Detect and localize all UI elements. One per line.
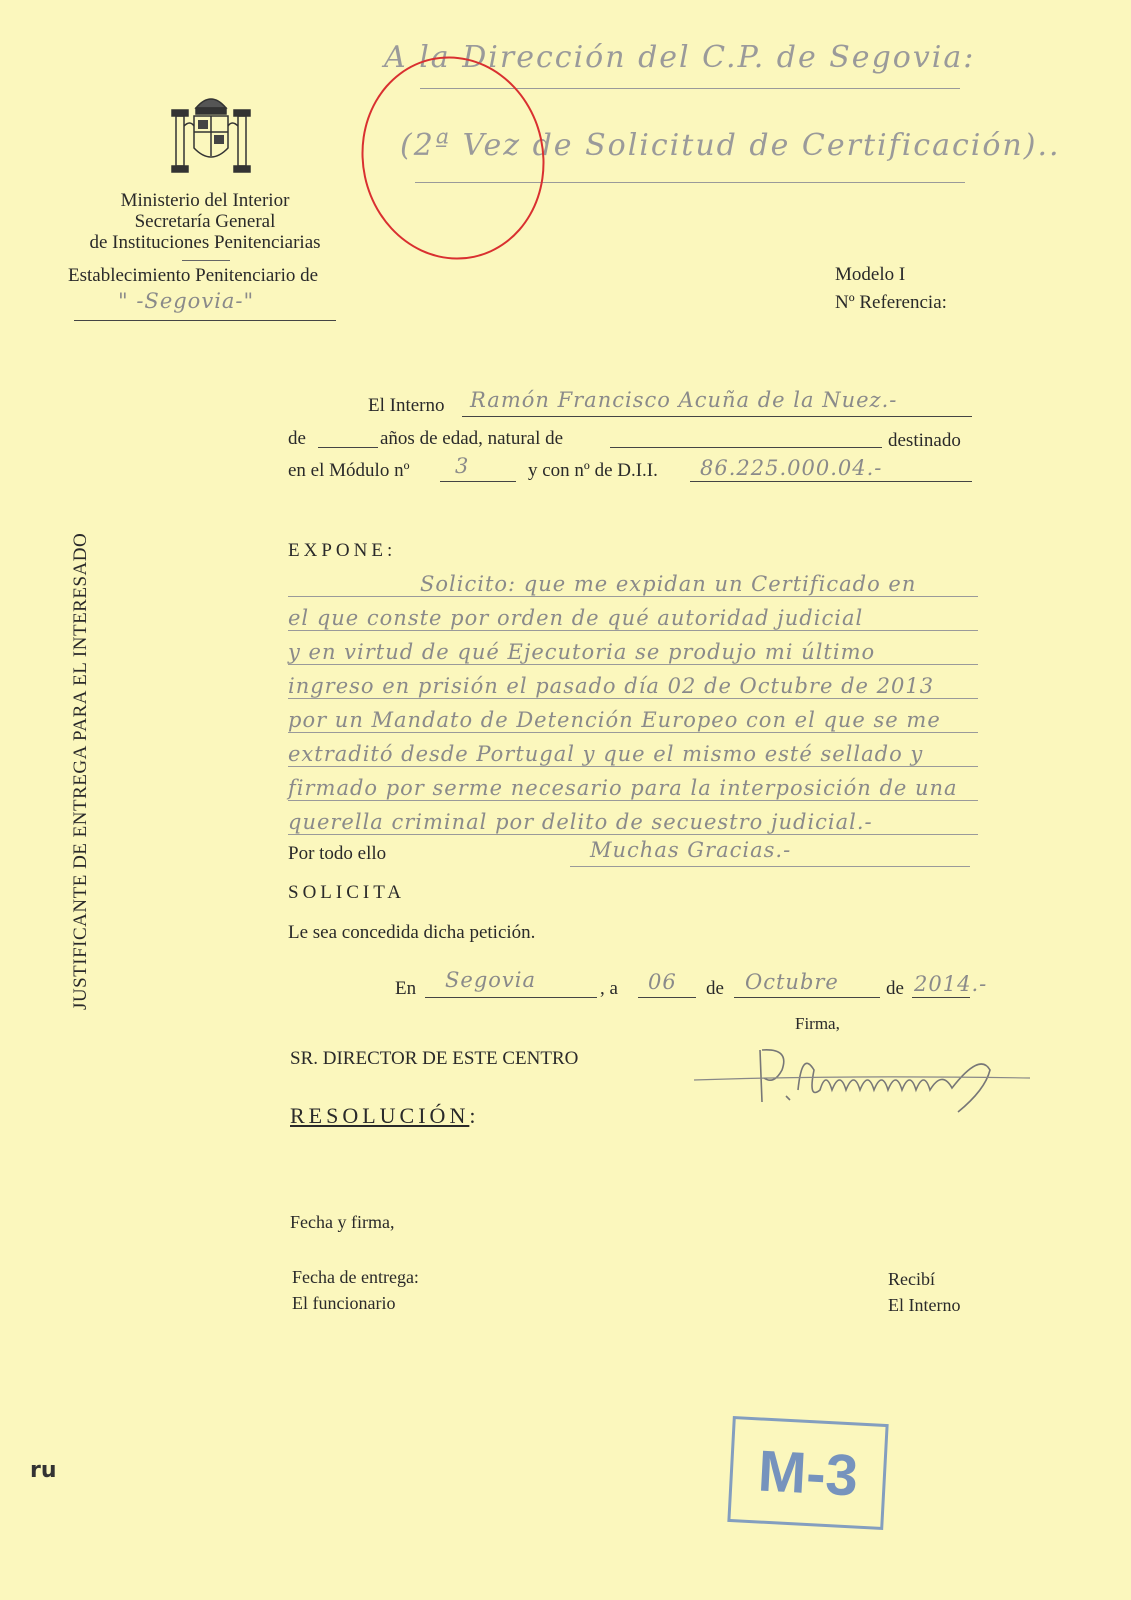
expone-rule-4 — [288, 698, 978, 699]
age-line — [318, 447, 378, 448]
expone-line-2: el que conste por orden de qué autoridad judicial — [288, 606, 864, 630]
inmate-line — [462, 416, 972, 417]
coat-of-arms-icon — [166, 86, 256, 186]
receipt-block — [888, 1266, 960, 1318]
ministry-line-2: Secretaría General — [134, 211, 276, 232]
expone-line-7: firmado por serme necesario para la interposición de una — [288, 776, 958, 800]
expone-rule-6 — [288, 766, 978, 767]
day-value: 06 — [648, 970, 677, 994]
establishment-value: " -Segovia-" — [118, 289, 255, 313]
signature-label: Firma, — [795, 1014, 840, 1033]
module-label: en el Módulo nº — [288, 460, 410, 481]
receipt-line-1: Recibí — [888, 1269, 935, 1289]
dii-label: y con nº de D.I.I. — [528, 460, 658, 481]
establishment-label: Establecimiento Penitenciario de — [68, 265, 319, 286]
ministry-block — [60, 190, 350, 253]
delivery-line-1: Fecha de entrega: — [292, 1267, 419, 1287]
date-a-label: , a — [600, 978, 618, 999]
resolucion-heading — [290, 1103, 479, 1129]
dii-value: 86.225.000.04.- — [700, 456, 883, 480]
director-label: SR. DIRECTOR DE ESTE CENTRO — [290, 1048, 579, 1069]
solicita-text: Le sea concedida dicha petición. — [288, 922, 536, 943]
header-note-line-1: A la Dirección del C.P. de Segovia: — [384, 40, 976, 75]
delivery-line-2: El funcionario — [292, 1293, 396, 1313]
footer-logo-mark: ru — [30, 1458, 57, 1483]
header-note-line-2: (2ª Vez de Solicitud de Certificación).. — [400, 128, 1061, 163]
birthplace-line — [610, 447, 882, 448]
resolucion-text: RESOLUCIÓN — [290, 1103, 470, 1128]
expone-rule-2 — [288, 630, 978, 631]
inmate-name: Ramón Francisco Acuña de la Nuez.- — [470, 388, 898, 412]
dii-line — [690, 481, 972, 482]
expone-line-6: extraditó desde Portugal y que el mismo esté sellado y — [288, 742, 924, 766]
expone-line-5: por un Mandato de Detención Europeo con el que se me — [288, 708, 941, 732]
place-line — [425, 997, 597, 998]
por-todo-label: Por todo ello — [288, 843, 387, 864]
expone-line-4: ingreso en prisión el pasado día 02 de Octubre de 2013 — [288, 674, 935, 698]
por-todo-rule — [570, 866, 970, 867]
module-line — [440, 481, 516, 482]
date-de-label-2: de — [886, 978, 904, 999]
ministry-line-3: de Instituciones Penitenciarias — [89, 232, 321, 253]
expone-line-1: Solicito: que me expidan un Certificado en — [420, 572, 917, 596]
year-line — [912, 997, 970, 998]
age-label: años de edad, natural de — [380, 428, 564, 449]
receipt-line-2: El Interno — [888, 1295, 961, 1315]
m3-stamp: M-3 — [727, 1416, 888, 1530]
model-label: Modelo I — [835, 264, 906, 285]
expone-rule-3 — [288, 664, 978, 665]
establishment-line — [74, 320, 336, 321]
fecha-firma-label: Fecha y firma, — [290, 1212, 395, 1232]
delivery-block — [292, 1264, 419, 1316]
resolucion-colon: : — [469, 1103, 480, 1128]
ministry-line-1: Ministerio del Interior — [120, 190, 290, 211]
reference-label: Nº Referencia: — [835, 292, 947, 313]
month-value: Octubre — [745, 970, 839, 994]
expone-rule-7 — [288, 800, 978, 801]
solicita-label: SOLICITA — [288, 882, 406, 903]
date-de-label-1: de — [706, 978, 724, 999]
ministry-divider — [182, 260, 230, 261]
expone-label: EXPONE: — [288, 540, 397, 561]
place-en-label: En — [395, 978, 417, 999]
inmate-label: El Interno — [368, 395, 445, 416]
por-todo-handwritten: Muchas Gracias.- — [590, 838, 792, 862]
expone-rule-1 — [288, 596, 978, 597]
month-line — [734, 997, 880, 998]
expone-line-3: y en virtud de qué Ejecutoria se produjo mi último — [288, 640, 876, 664]
module-value: 3 — [455, 454, 470, 478]
vertical-label: JUSTIFICANTE DE ENTREGA PARA EL INTERESADO — [70, 532, 91, 1010]
day-line — [638, 997, 696, 998]
expone-line-8: querella criminal por delito de secuestro judicial.- — [288, 810, 873, 834]
age-de-label: de — [288, 428, 306, 449]
expone-rule-5 — [288, 732, 978, 733]
destinado-label: destinado — [888, 430, 961, 451]
year-value: 2014.- — [914, 972, 988, 996]
expone-rule-8 — [288, 834, 978, 835]
place-value: Segovia — [445, 968, 536, 992]
